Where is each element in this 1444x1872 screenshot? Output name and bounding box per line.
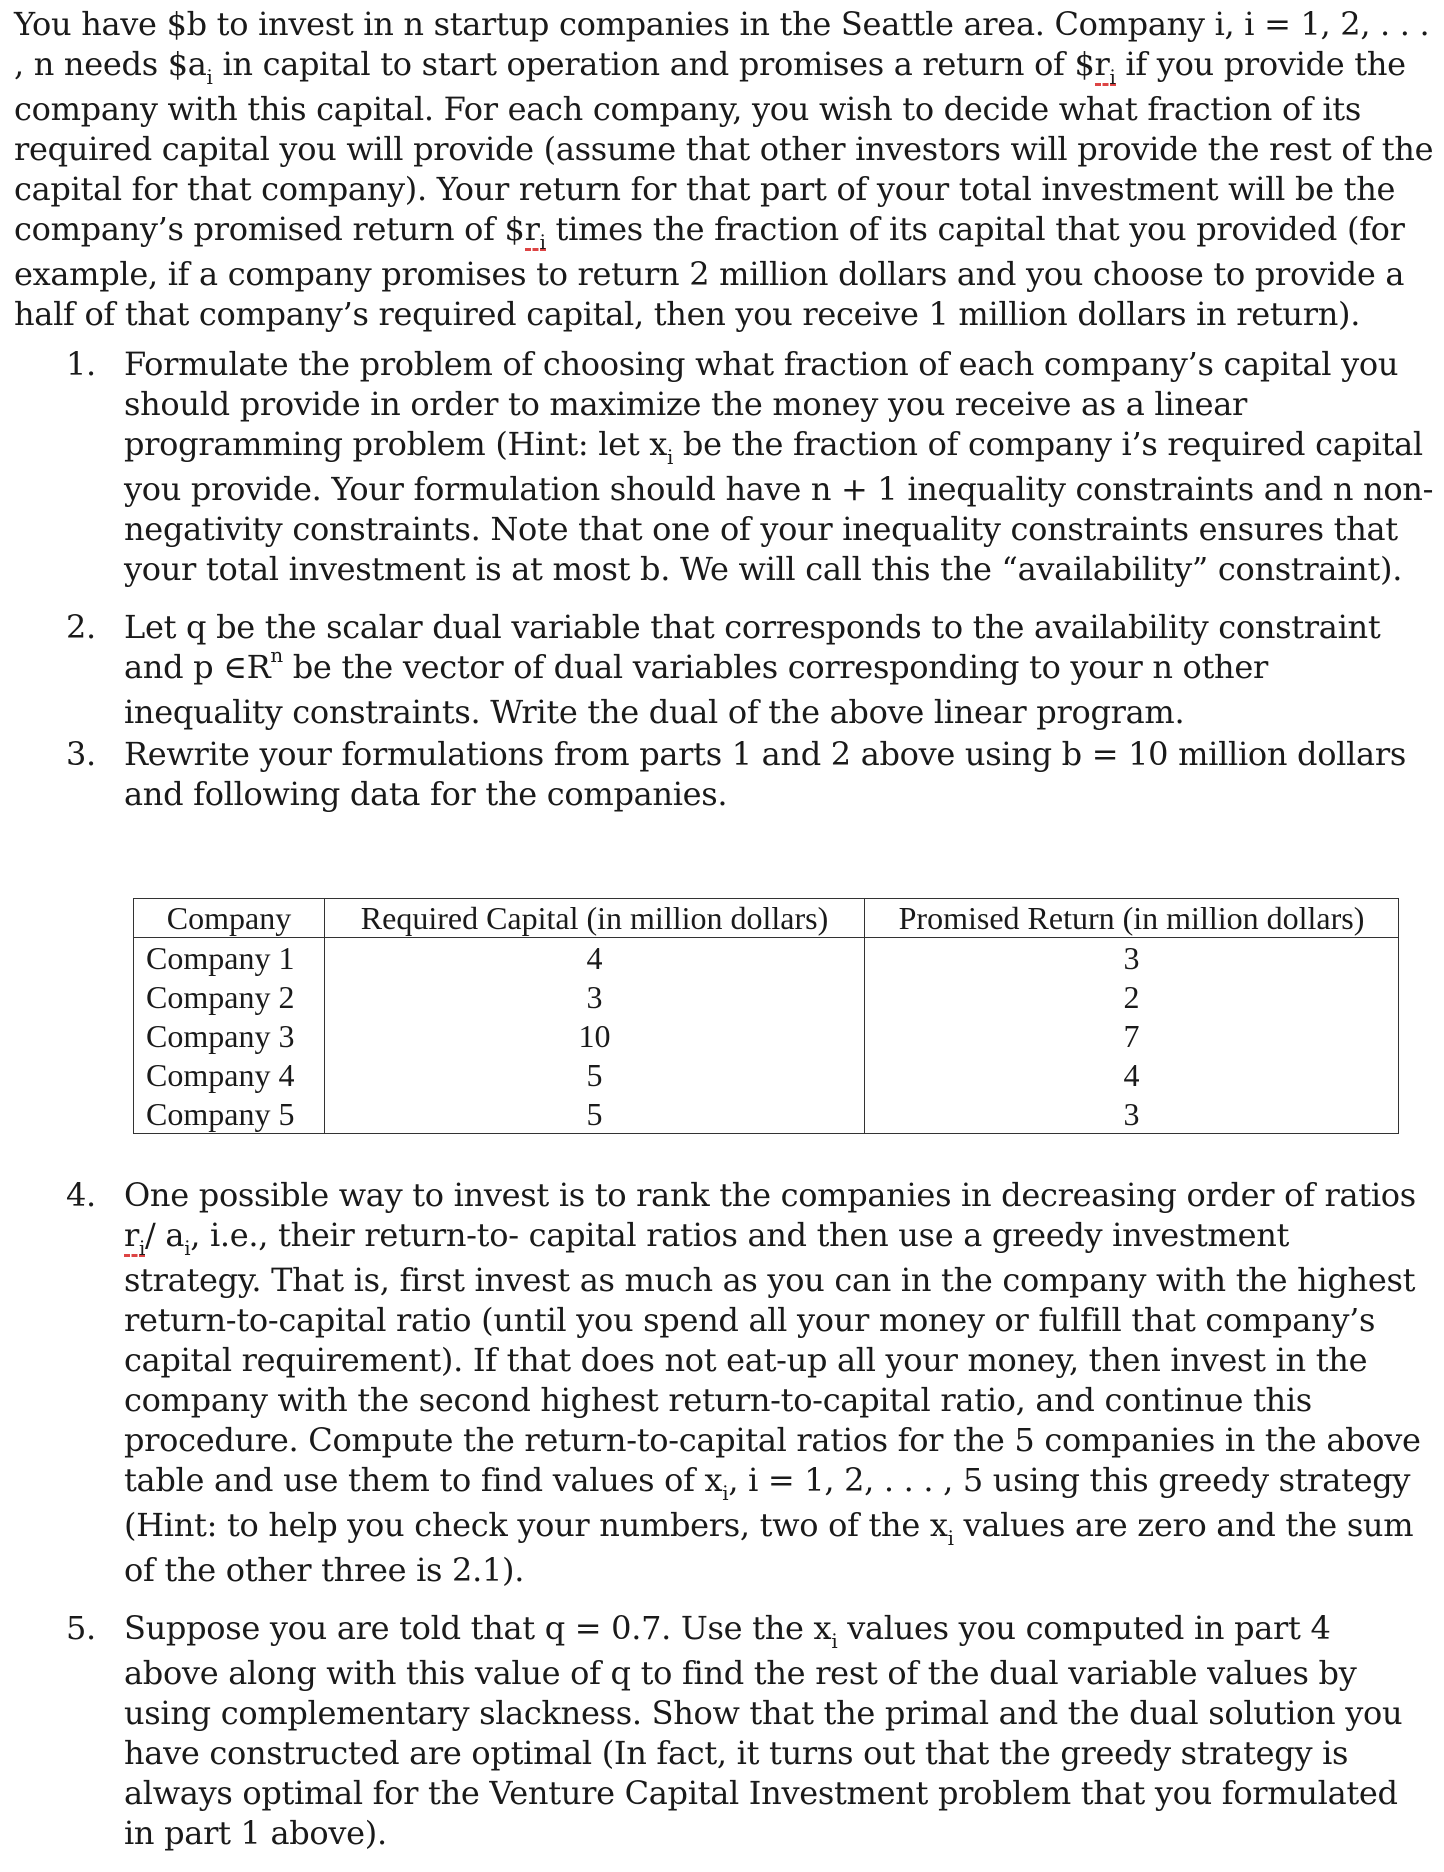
intro-paragraph: You have $b to invest in n startup companies in the Seattle area. Company i, i = 1, 2, . . . , n needs $\$a_i$ in capital to start operation and promises a return of $\$r_i$ if you provide the company with this capital. For each company, you wish to decide what fraction of its required capital you will provide (assume that other investors will provide the rest of the capital for that company). Your return for that part of your total investment will be the company’s promised return of $\$r_i$ times the fraction of its capital that you provided (for example, if a company promises to return 2 million dollars and you choose to provide a half of that company’s required capital, then you receive 1 million dollars in return). [14,5,1434,333]
company-data-table-wrapper [133,898,1399,1134]
question-4 [14,1175,1434,1590]
cell-promised-return: 4 [865,1055,1399,1094]
spell-check-underline: $r_i$ [1094,45,1116,89]
table-row [134,1094,1399,1134]
question-3 [14,734,1434,814]
question-number: 2. [66,608,96,646]
cell-required-capital: 10 [325,1016,865,1055]
question-text: Suppose you are told that q = 0.7. Use the $x_i$ values you computed in part 4 above along with this value of q to find the rest of the dual variable values by using complementary slackness. Show that the primal and the dual solution you have constructed are optimal (In fact, it turns out that the greedy strategy is always optimal for the Venture Capital Investment problem that you formulated in part 1 above). [124,1609,1403,1852]
cell-company: Company 1 [134,938,325,978]
question-1 [14,344,1434,589]
cell-required-capital: 4 [325,938,865,978]
question-text: Formulate the problem of choosing what fraction of each company’s capital you should provide in order to maximize the money you receive as a linear programming problem (Hint: let $x_i$ be the fraction of company i’s required capital you provide. Your formulation should have n + 1 inequality constraints and n non-negativity constraints. Note that one of your inequality constraints ensures that your total investment is at most b. We will call this the “availability” constraint). [124,345,1434,588]
table-row [134,1055,1399,1094]
cell-promised-return: 2 [865,977,1399,1016]
cell-company: Company 4 [134,1055,325,1094]
question-2 [14,607,1434,732]
cell-promised-return: 3 [865,938,1399,978]
company-data-table [133,898,1399,1134]
question-number: 5. [66,1609,96,1647]
spell-check-underline: $r_i$ [124,1216,146,1260]
column-header-required-capital: Required Capital (in million dollars) [325,899,865,938]
question-5 [14,1608,1434,1853]
question-number: 1. [66,345,96,383]
column-header-promised-return: Promised Return (in million dollars) [865,899,1399,938]
table-row [134,977,1399,1016]
cell-required-capital: 5 [325,1094,865,1134]
question-list-continued [14,1175,1434,1853]
question-text: One possible way to invest is to rank the companies in decreasing order of ratios $r_i/$ $a_i$, i.e., their return-to- capital ratios and then use a greedy investment strategy. That is, first invest as much as you can in the company with the highest return-to-capital ratio (until you spend all your money or fulfill that company’s capital requirement). If that does not eat-up all your money, then invest in the company with the second highest return-to-capital ratio, and continue this procedure. Compute the return-to-capital ratios for the 5 companies in the above table and use them to find values of $x_i$, i = 1, 2, . . . , 5 using this greedy strategy (Hint: to help you check your numbers, two of the $x_i$ values are zero and the sum of the other three is 2.1). [124,1176,1421,1589]
cell-company: Company 5 [134,1094,325,1134]
table-row [134,1016,1399,1055]
question-list [14,344,1434,814]
question-number: 4. [66,1176,96,1214]
column-header-company: Company [134,899,325,938]
cell-required-capital: 5 [325,1055,865,1094]
cell-required-capital: 3 [325,977,865,1016]
table-header-row [134,899,1399,938]
question-number: 3. [66,735,96,773]
cell-company: Company 3 [134,1016,325,1055]
question-text: Let q be the scalar dual variable that corresponds to the availability constraint and p $\in R^n$ be the vector of dual variables corresponding to your n other inequality constraints. Write the dual of the above linear program. [124,608,1381,731]
cell-company: Company 2 [134,977,325,1016]
cell-promised-return: 7 [865,1016,1399,1055]
spell-check-underline: $r_i$ [524,210,546,254]
cell-promised-return: 3 [865,1094,1399,1134]
table-row [134,938,1399,978]
question-text: Rewrite your formulations from parts 1 and 2 above using b = 10 million dollars and following data for the companies. [124,735,1406,813]
